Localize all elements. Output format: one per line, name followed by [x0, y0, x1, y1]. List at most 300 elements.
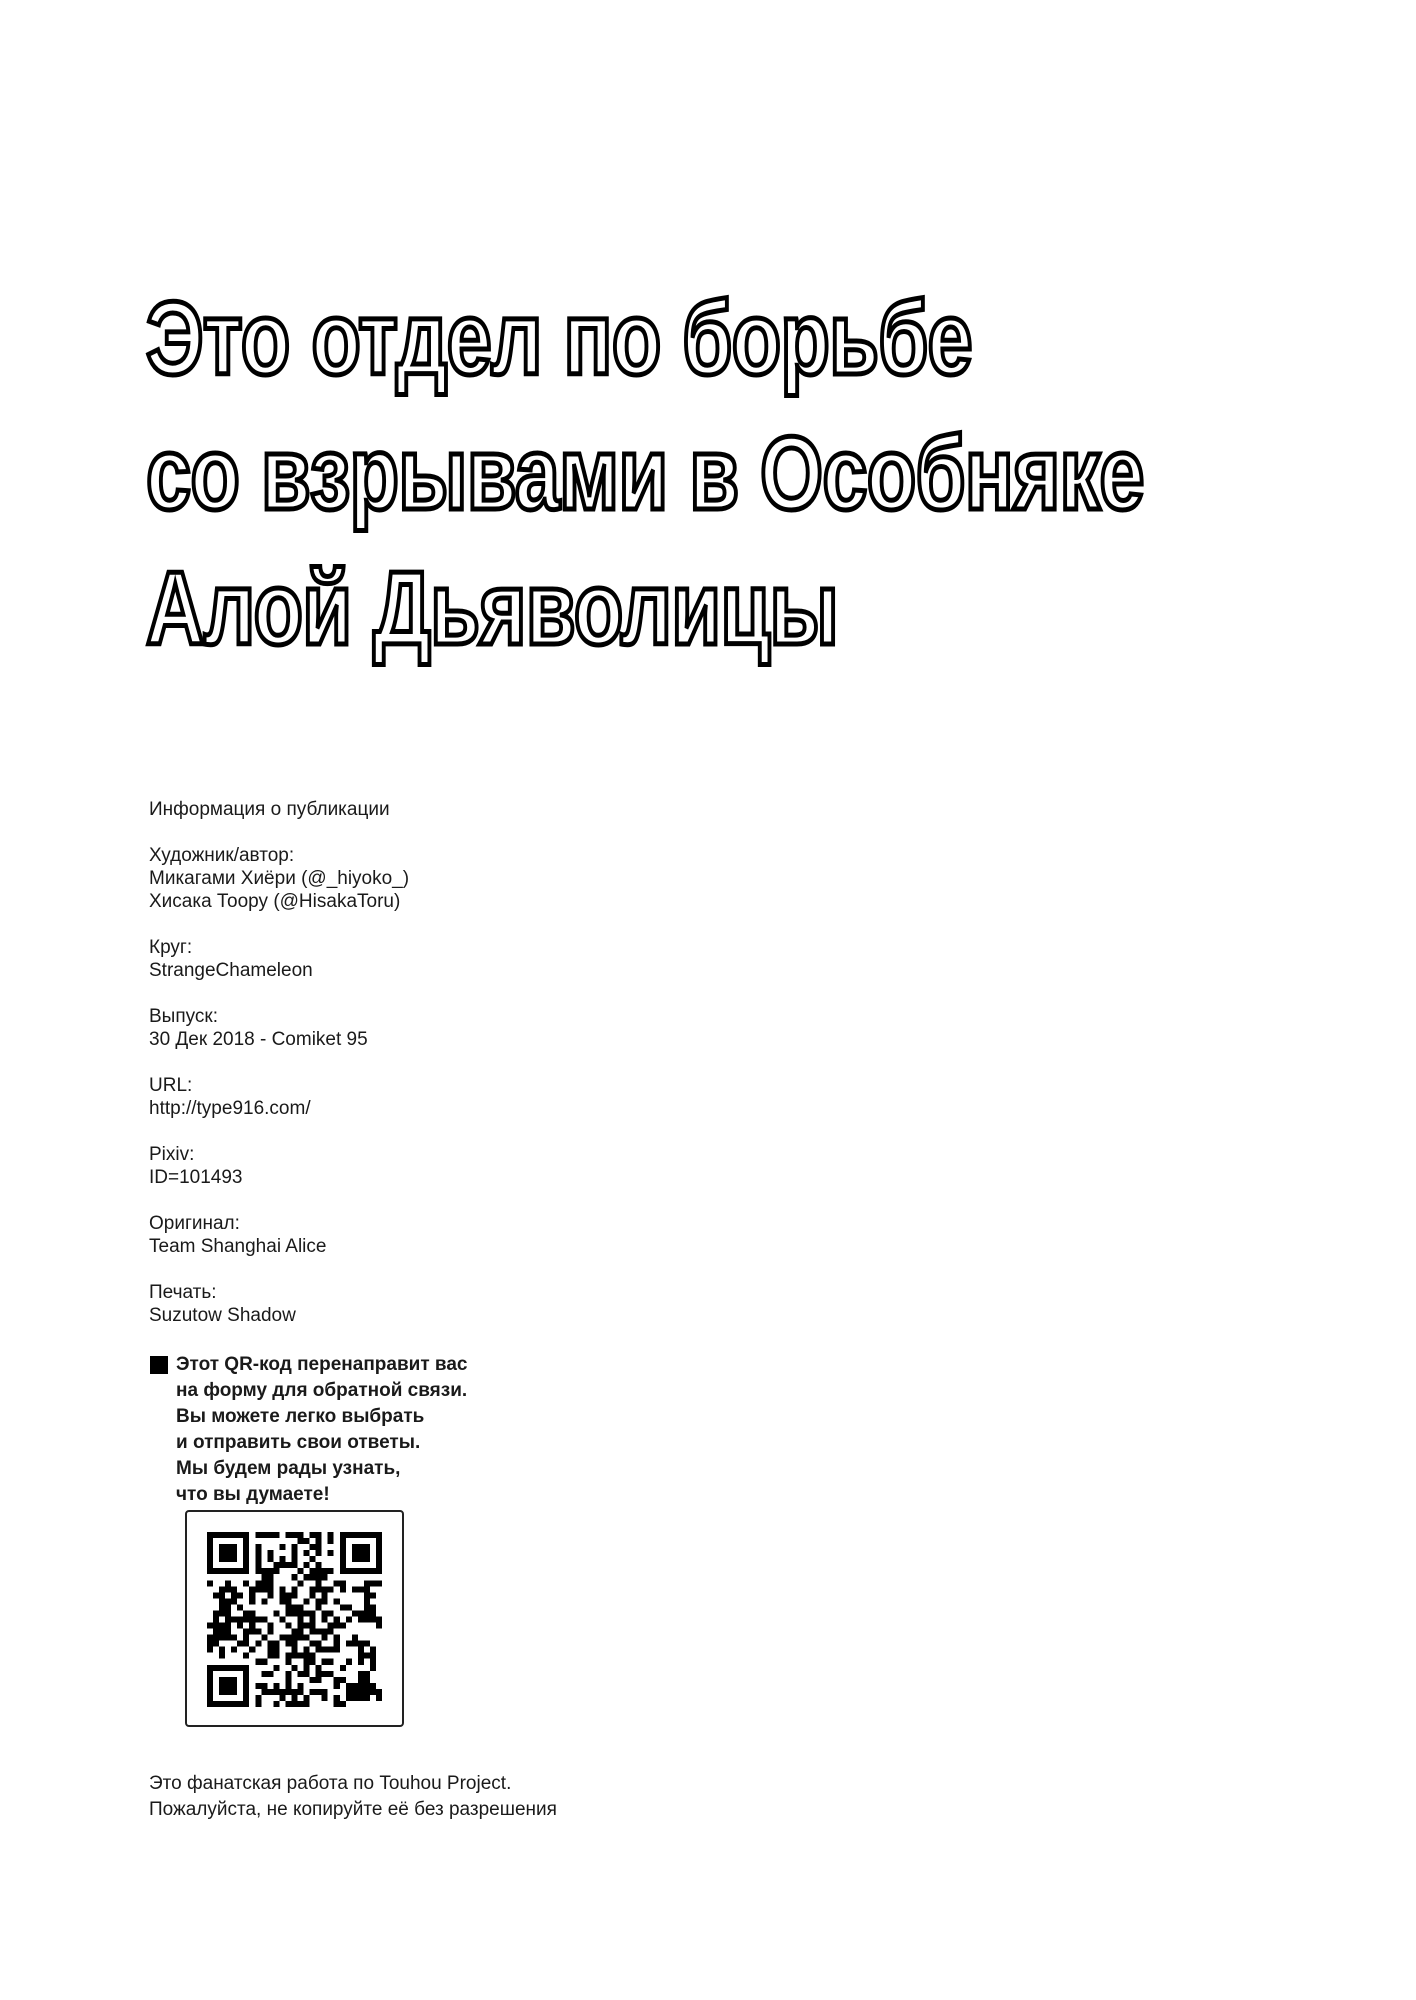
qr-module: [364, 1532, 370, 1538]
qr-module: [376, 1689, 382, 1695]
qr-module: [225, 1623, 231, 1629]
qr-module: [364, 1568, 370, 1574]
qr-module: [219, 1683, 225, 1689]
qr-module: [310, 1532, 316, 1538]
qr-module: [225, 1616, 231, 1622]
qr-module: [219, 1610, 225, 1616]
qr-module: [298, 1683, 304, 1689]
qr-module: [255, 1616, 261, 1622]
qr-module: [358, 1641, 364, 1647]
qr-module: [310, 1592, 316, 1598]
qr-module: [298, 1623, 304, 1629]
qr-module: [316, 1689, 322, 1695]
qr-module: [267, 1653, 273, 1659]
qr-module: [225, 1568, 231, 1574]
qr-module: [352, 1568, 358, 1574]
qr-module: [267, 1556, 273, 1562]
qr-module: [291, 1574, 297, 1580]
qr-module: [304, 1574, 310, 1580]
info-value: ID=101493: [149, 1167, 243, 1188]
qr-module: [243, 1544, 249, 1550]
qr-module: [298, 1671, 304, 1677]
qr-note-line: Вы можете легко выбрать: [176, 1406, 425, 1427]
publication-info: [149, 798, 409, 1350]
qr-module: [273, 1562, 279, 1568]
qr-module: [346, 1532, 352, 1538]
title-line: со взрывами в Особняке: [146, 416, 1144, 532]
qr-module: [285, 1659, 291, 1665]
qr-module: [334, 1695, 340, 1701]
qr-module: [358, 1550, 364, 1556]
qr-module: [243, 1532, 249, 1538]
qr-module: [231, 1665, 237, 1671]
info-group-pixiv: [149, 1143, 409, 1189]
qr-module: [352, 1683, 358, 1689]
qr-module: [370, 1659, 376, 1665]
qr-module: [225, 1677, 231, 1683]
qr-module: [267, 1641, 273, 1647]
qr-module: [291, 1701, 297, 1707]
qr-module: [322, 1616, 328, 1622]
qr-note-line: на форму для обратной связи.: [176, 1380, 468, 1401]
qr-module: [243, 1616, 249, 1622]
qr-module: [213, 1701, 219, 1707]
qr-module: [225, 1683, 231, 1689]
qr-module: [352, 1635, 358, 1641]
qr-module: [267, 1586, 273, 1592]
qr-module: [304, 1653, 310, 1659]
qr-module: [249, 1616, 255, 1622]
qr-module: [261, 1659, 267, 1665]
qr-module: [291, 1689, 297, 1695]
qr-module: [255, 1556, 261, 1562]
qr-module: [334, 1677, 340, 1683]
qr-module: [352, 1641, 358, 1647]
qr-module: [304, 1562, 310, 1568]
qr-module: [285, 1677, 291, 1683]
qr-module: [207, 1532, 213, 1538]
qr-module: [310, 1616, 316, 1622]
qr-module: [304, 1695, 310, 1701]
qr-module: [310, 1653, 316, 1659]
qr-module: [358, 1671, 364, 1677]
qr-module: [285, 1671, 291, 1677]
qr-module: [219, 1629, 225, 1635]
qr-module: [207, 1580, 213, 1586]
qr-module: [310, 1629, 316, 1635]
qr-module: [310, 1610, 316, 1616]
qr-module: [364, 1604, 370, 1610]
qr-module: [376, 1532, 382, 1538]
qr-module: [376, 1562, 382, 1568]
qr-module: [328, 1586, 334, 1592]
qr-module: [370, 1610, 376, 1616]
qr-module: [346, 1616, 352, 1622]
qr-module: [291, 1665, 297, 1671]
qr-module: [304, 1623, 310, 1629]
qr-module: [219, 1677, 225, 1683]
qr-module: [213, 1635, 219, 1641]
qr-module: [231, 1592, 237, 1598]
qr-module: [328, 1629, 334, 1635]
info-value: http://type916.com/: [149, 1098, 311, 1119]
qr-module: [285, 1653, 291, 1659]
qr-module: [267, 1647, 273, 1653]
qr-module: [273, 1701, 279, 1707]
qr-module: [340, 1568, 346, 1574]
qr-module: [352, 1695, 358, 1701]
qr-module: [279, 1598, 285, 1604]
qr-module: [340, 1550, 346, 1556]
info-group-original: [149, 1212, 409, 1258]
qr-module: [279, 1586, 285, 1592]
qr-module: [334, 1701, 340, 1707]
qr-module: [219, 1568, 225, 1574]
qr-module: [261, 1568, 267, 1574]
qr-module: [225, 1604, 231, 1610]
qr-module: [358, 1653, 364, 1659]
page-title: [146, 272, 1144, 677]
qr-module: [267, 1623, 273, 1629]
qr-module: [237, 1532, 243, 1538]
qr-module: [316, 1598, 322, 1604]
qr-module: [243, 1671, 249, 1677]
qr-module: [328, 1568, 334, 1574]
qr-module: [316, 1568, 322, 1574]
qr-module: [298, 1689, 304, 1695]
qr-module: [225, 1598, 231, 1604]
qr-module: [346, 1641, 352, 1647]
qr-module: [219, 1598, 225, 1604]
qr-module: [358, 1568, 364, 1574]
qr-module: [261, 1532, 267, 1538]
qr-module: [219, 1689, 225, 1695]
qr-module: [364, 1610, 370, 1616]
qr-module: [285, 1592, 291, 1598]
qr-module: [249, 1647, 255, 1653]
qr-module: [291, 1592, 297, 1598]
qr-module: [316, 1604, 322, 1610]
qr-module: [237, 1665, 243, 1671]
qr-module: [207, 1556, 213, 1562]
qr-module: [358, 1556, 364, 1562]
qr-module: [316, 1544, 322, 1550]
qr-module: [249, 1623, 255, 1629]
qr-module: [249, 1586, 255, 1592]
title-line: Алой Дьяволицы: [146, 551, 838, 667]
qr-module: [352, 1556, 358, 1562]
qr-module: [225, 1610, 231, 1616]
qr-module: [316, 1580, 322, 1586]
qr-module: [207, 1538, 213, 1544]
qr-module: [358, 1695, 364, 1701]
qr-module: [364, 1580, 370, 1586]
qr-module: [358, 1683, 364, 1689]
qr-module: [207, 1568, 213, 1574]
qr-module: [364, 1586, 370, 1592]
qr-module: [346, 1659, 352, 1665]
qr-module: [328, 1647, 334, 1653]
qr-module: [255, 1695, 261, 1701]
qr-module: [207, 1671, 213, 1677]
qr-note-line: что вы думаете!: [176, 1484, 330, 1505]
qr-module: [291, 1604, 297, 1610]
qr-module: [231, 1598, 237, 1604]
info-value: Team Shanghai Alice: [149, 1236, 327, 1257]
qr-module: [237, 1592, 243, 1598]
info-label: Выпуск:: [149, 1006, 218, 1027]
qr-module: [298, 1610, 304, 1616]
qr-module: [273, 1532, 279, 1538]
qr-module: [249, 1610, 255, 1616]
qr-module: [376, 1556, 382, 1562]
qr-module: [376, 1623, 382, 1629]
qr-code-frame[interactable]: [185, 1510, 404, 1727]
qr-module: [364, 1598, 370, 1604]
qr-module: [291, 1586, 297, 1592]
qr-module: [304, 1538, 310, 1544]
qr-module: [243, 1641, 249, 1647]
title-line: Это отдел по борьбе: [146, 281, 972, 397]
qr-module: [304, 1665, 310, 1671]
info-value: Микагами Хиёри (@_hiyoko_): [149, 868, 410, 889]
qr-module: [340, 1580, 346, 1586]
qr-module: [322, 1592, 328, 1598]
qr-module: [255, 1701, 261, 1707]
qr-module: [376, 1550, 382, 1556]
qr-module: [310, 1677, 316, 1683]
qr-module: [219, 1653, 225, 1659]
qr-module: [213, 1665, 219, 1671]
qr-module: [358, 1616, 364, 1622]
qr-module: [285, 1604, 291, 1610]
qr-module: [243, 1556, 249, 1562]
qr-module: [279, 1544, 285, 1550]
qr-module: [291, 1532, 297, 1538]
qr-module: [334, 1623, 340, 1629]
qr-module: [316, 1641, 322, 1647]
qr-module: [261, 1683, 267, 1689]
qr-module: [334, 1635, 340, 1641]
qr-module: [267, 1580, 273, 1586]
qr-module: [364, 1641, 370, 1647]
qr-module: [334, 1683, 340, 1689]
qr-module: [334, 1616, 340, 1622]
qr-module: [219, 1701, 225, 1707]
qr-module: [291, 1641, 297, 1647]
qr-module: [243, 1538, 249, 1544]
qr-module: [322, 1695, 328, 1701]
info-label: Оригинал:: [149, 1213, 240, 1234]
qr-note-line: и отправить свои ответы.: [176, 1432, 421, 1453]
qr-module: [243, 1580, 249, 1586]
info-group-author: [149, 844, 409, 913]
qr-module: [346, 1568, 352, 1574]
qr-module: [231, 1556, 237, 1562]
qr-module: [358, 1677, 364, 1683]
qr-module: [328, 1659, 334, 1665]
qr-module: [285, 1689, 291, 1695]
qr-module: [340, 1556, 346, 1562]
qr-module: [285, 1641, 291, 1647]
footer-line: Пожалуйста, не копируйте её без разрешения: [149, 1799, 557, 1820]
qr-module: [322, 1689, 328, 1695]
qr-module: [316, 1532, 322, 1538]
qr-module: [340, 1604, 346, 1610]
qr-module: [255, 1544, 261, 1550]
info-label: Печать:: [149, 1282, 217, 1303]
info-label: Pixiv:: [149, 1144, 195, 1165]
qr-module: [376, 1544, 382, 1550]
qr-module: [310, 1556, 316, 1562]
qr-module: [370, 1532, 376, 1538]
qr-module: [376, 1538, 382, 1544]
qr-module: [370, 1689, 376, 1695]
qr-module: [237, 1641, 243, 1647]
qr-module: [370, 1604, 376, 1610]
qr-module: [291, 1544, 297, 1550]
qr-module: [261, 1598, 267, 1604]
qr-note-line: Этот QR-код перенаправит вас: [176, 1354, 468, 1375]
qr-module: [358, 1689, 364, 1695]
qr-module: [316, 1677, 322, 1683]
qr-module: [225, 1544, 231, 1550]
qr-module: [273, 1610, 279, 1616]
qr-module: [279, 1556, 285, 1562]
qr-module: [352, 1544, 358, 1550]
qr-module: [340, 1562, 346, 1568]
qr-module: [243, 1610, 249, 1616]
qr-module: [243, 1677, 249, 1683]
qr-module: [255, 1586, 261, 1592]
qr-module: [213, 1641, 219, 1647]
qr-module: [370, 1647, 376, 1653]
qr-module: [273, 1568, 279, 1574]
qr-module: [237, 1701, 243, 1707]
qr-module: [298, 1580, 304, 1586]
qr-module: [207, 1677, 213, 1683]
qr-module: [225, 1635, 231, 1641]
qr-module: [243, 1629, 249, 1635]
qr-module: [328, 1550, 334, 1556]
qr-module: [376, 1568, 382, 1574]
qr-module: [334, 1580, 340, 1586]
info-label: URL:: [149, 1075, 193, 1096]
qr-module: [370, 1568, 376, 1574]
qr-module: [358, 1659, 364, 1665]
qr-module: [376, 1695, 382, 1701]
qr-module: [213, 1592, 219, 1598]
qr-module: [358, 1586, 364, 1592]
qr-module: [340, 1677, 346, 1683]
qr-module: [243, 1683, 249, 1689]
qr-module: [243, 1701, 249, 1707]
qr-module: [285, 1623, 291, 1629]
qr-module: [207, 1695, 213, 1701]
qr-module: [207, 1683, 213, 1689]
info-label: Художник/автор:: [149, 845, 295, 866]
qr-module: [219, 1647, 225, 1653]
qr-module: [304, 1610, 310, 1616]
qr-module: [225, 1689, 231, 1695]
qr-module: [316, 1538, 322, 1544]
qr-module: [322, 1659, 328, 1665]
qr-module: [261, 1689, 267, 1695]
qr-module: [255, 1562, 261, 1568]
qr-module: [316, 1665, 322, 1671]
qr-module: [273, 1689, 279, 1695]
qr-module: [322, 1629, 328, 1635]
qr-module: [231, 1532, 237, 1538]
qr-module: [316, 1647, 322, 1653]
qr-module: [225, 1580, 231, 1586]
qr-module: [340, 1586, 346, 1592]
qr-module: [334, 1598, 340, 1604]
qr-module: [298, 1538, 304, 1544]
qr-module: [316, 1586, 322, 1592]
qr-module: [298, 1568, 304, 1574]
qr-module: [364, 1616, 370, 1622]
qr-module: [219, 1635, 225, 1641]
qr-module: [225, 1556, 231, 1562]
qr-module: [261, 1574, 267, 1580]
qr-module: [279, 1562, 285, 1568]
qr-module: [261, 1635, 267, 1641]
qr-module: [231, 1689, 237, 1695]
qr-module: [298, 1629, 304, 1635]
qr-module: [322, 1671, 328, 1677]
qr-module: [273, 1683, 279, 1689]
qr-module: [261, 1580, 267, 1586]
qr-module: [310, 1544, 316, 1550]
qr-module: [207, 1665, 213, 1671]
qr-module: [340, 1532, 346, 1538]
qr-module: [364, 1683, 370, 1689]
qr-module: [285, 1610, 291, 1616]
qr-module: [243, 1695, 249, 1701]
qr-module: [225, 1550, 231, 1556]
qr-module: [346, 1683, 352, 1689]
qr-module: [304, 1598, 310, 1604]
qr-module: [285, 1598, 291, 1604]
qr-module: [237, 1616, 243, 1622]
qr-module: [340, 1538, 346, 1544]
qr-module: [273, 1641, 279, 1647]
info-value: Suzutow Shadow: [149, 1305, 296, 1326]
qr-module: [249, 1592, 255, 1598]
qr-module: [370, 1665, 376, 1671]
qr-module: [291, 1610, 297, 1616]
qr-module: [243, 1689, 249, 1695]
qr-module: [219, 1550, 225, 1556]
qr-module: [285, 1562, 291, 1568]
qr-module: [207, 1701, 213, 1707]
qr-module: [225, 1629, 231, 1635]
qr-module: [213, 1629, 219, 1635]
qr-code-icon[interactable]: [207, 1532, 382, 1707]
qr-module: [291, 1562, 297, 1568]
qr-module: [310, 1574, 316, 1580]
qr-module: [291, 1635, 297, 1641]
qr-module: [213, 1616, 219, 1622]
qr-module: [285, 1532, 291, 1538]
qr-module: [279, 1635, 285, 1641]
qr-module: [261, 1586, 267, 1592]
qr-module: [219, 1604, 225, 1610]
qr-module: [291, 1647, 297, 1653]
qr-module: [207, 1647, 213, 1653]
qr-module: [207, 1550, 213, 1556]
